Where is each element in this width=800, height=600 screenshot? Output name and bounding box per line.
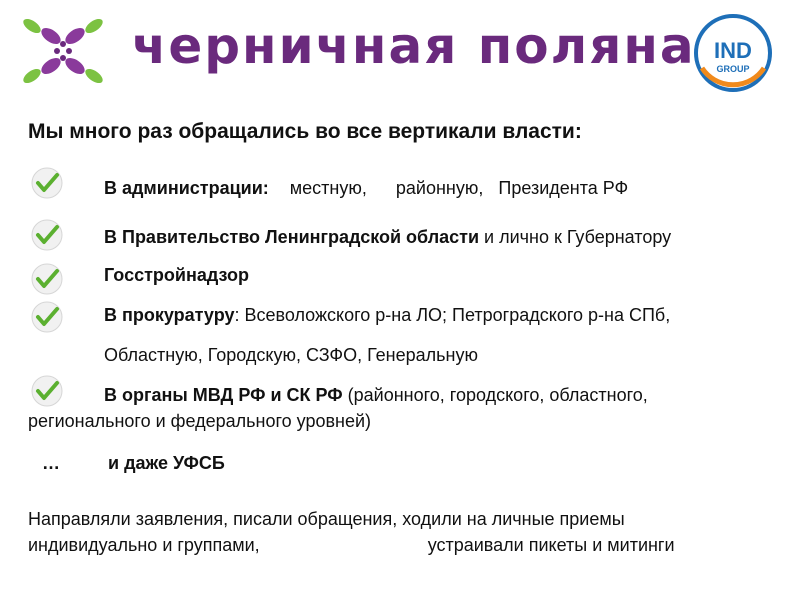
item-bold: В администрации: — [104, 178, 269, 198]
item-bold: В Правительство Ленинградской области — [104, 227, 480, 247]
checkmark-icon — [30, 166, 64, 200]
closing-part-a: индивидуально и группами, — [28, 535, 260, 555]
checkmark-icon — [30, 374, 64, 408]
flower-logo-icon — [18, 18, 108, 84]
ind-group-logo — [692, 12, 774, 94]
header — [0, 0, 800, 100]
item-bold: В прокуратуру — [104, 305, 235, 325]
item-rest: (районного, городского, областного, — [342, 385, 648, 405]
checkmark-icon — [30, 262, 64, 296]
brand-title: черничная поляна — [132, 17, 696, 75]
closing-line-1: Направляли заявления, писали обращения, ходили на личные приемы — [28, 509, 625, 529]
ind-logo-subtext: GROUP — [716, 64, 750, 74]
item-line2: Областную, Городскую, СЗФО, Генеральную — [104, 345, 478, 365]
item-part: местную, — [289, 178, 367, 198]
item-line2: регионального и федерального уровней) — [28, 411, 372, 431]
checkmark-icon — [30, 218, 64, 252]
closing-line-2 — [28, 532, 675, 558]
ind-logo-text: IND — [714, 38, 752, 63]
item-rest: : Всеволожского р-на ЛО; Петроградского р-на СПб, — [234, 305, 671, 325]
item-bold: В органы МВД РФ и СК РФ — [104, 385, 343, 405]
item-part: районную, — [395, 178, 484, 198]
main-heading: Мы много раз обращались во все вертикали власти: — [28, 120, 582, 143]
extra-text: и даже УФСБ — [108, 453, 225, 473]
item-bold: Госстройнадзор — [104, 265, 249, 285]
checkmark-icon — [30, 300, 64, 334]
closing-part-b: устраивали пикеты и митинги — [427, 535, 675, 555]
ellipsis-text: … — [42, 453, 60, 473]
item-rest: и лично к Губернатору — [479, 227, 672, 247]
item-part: Президента РФ — [498, 178, 629, 198]
